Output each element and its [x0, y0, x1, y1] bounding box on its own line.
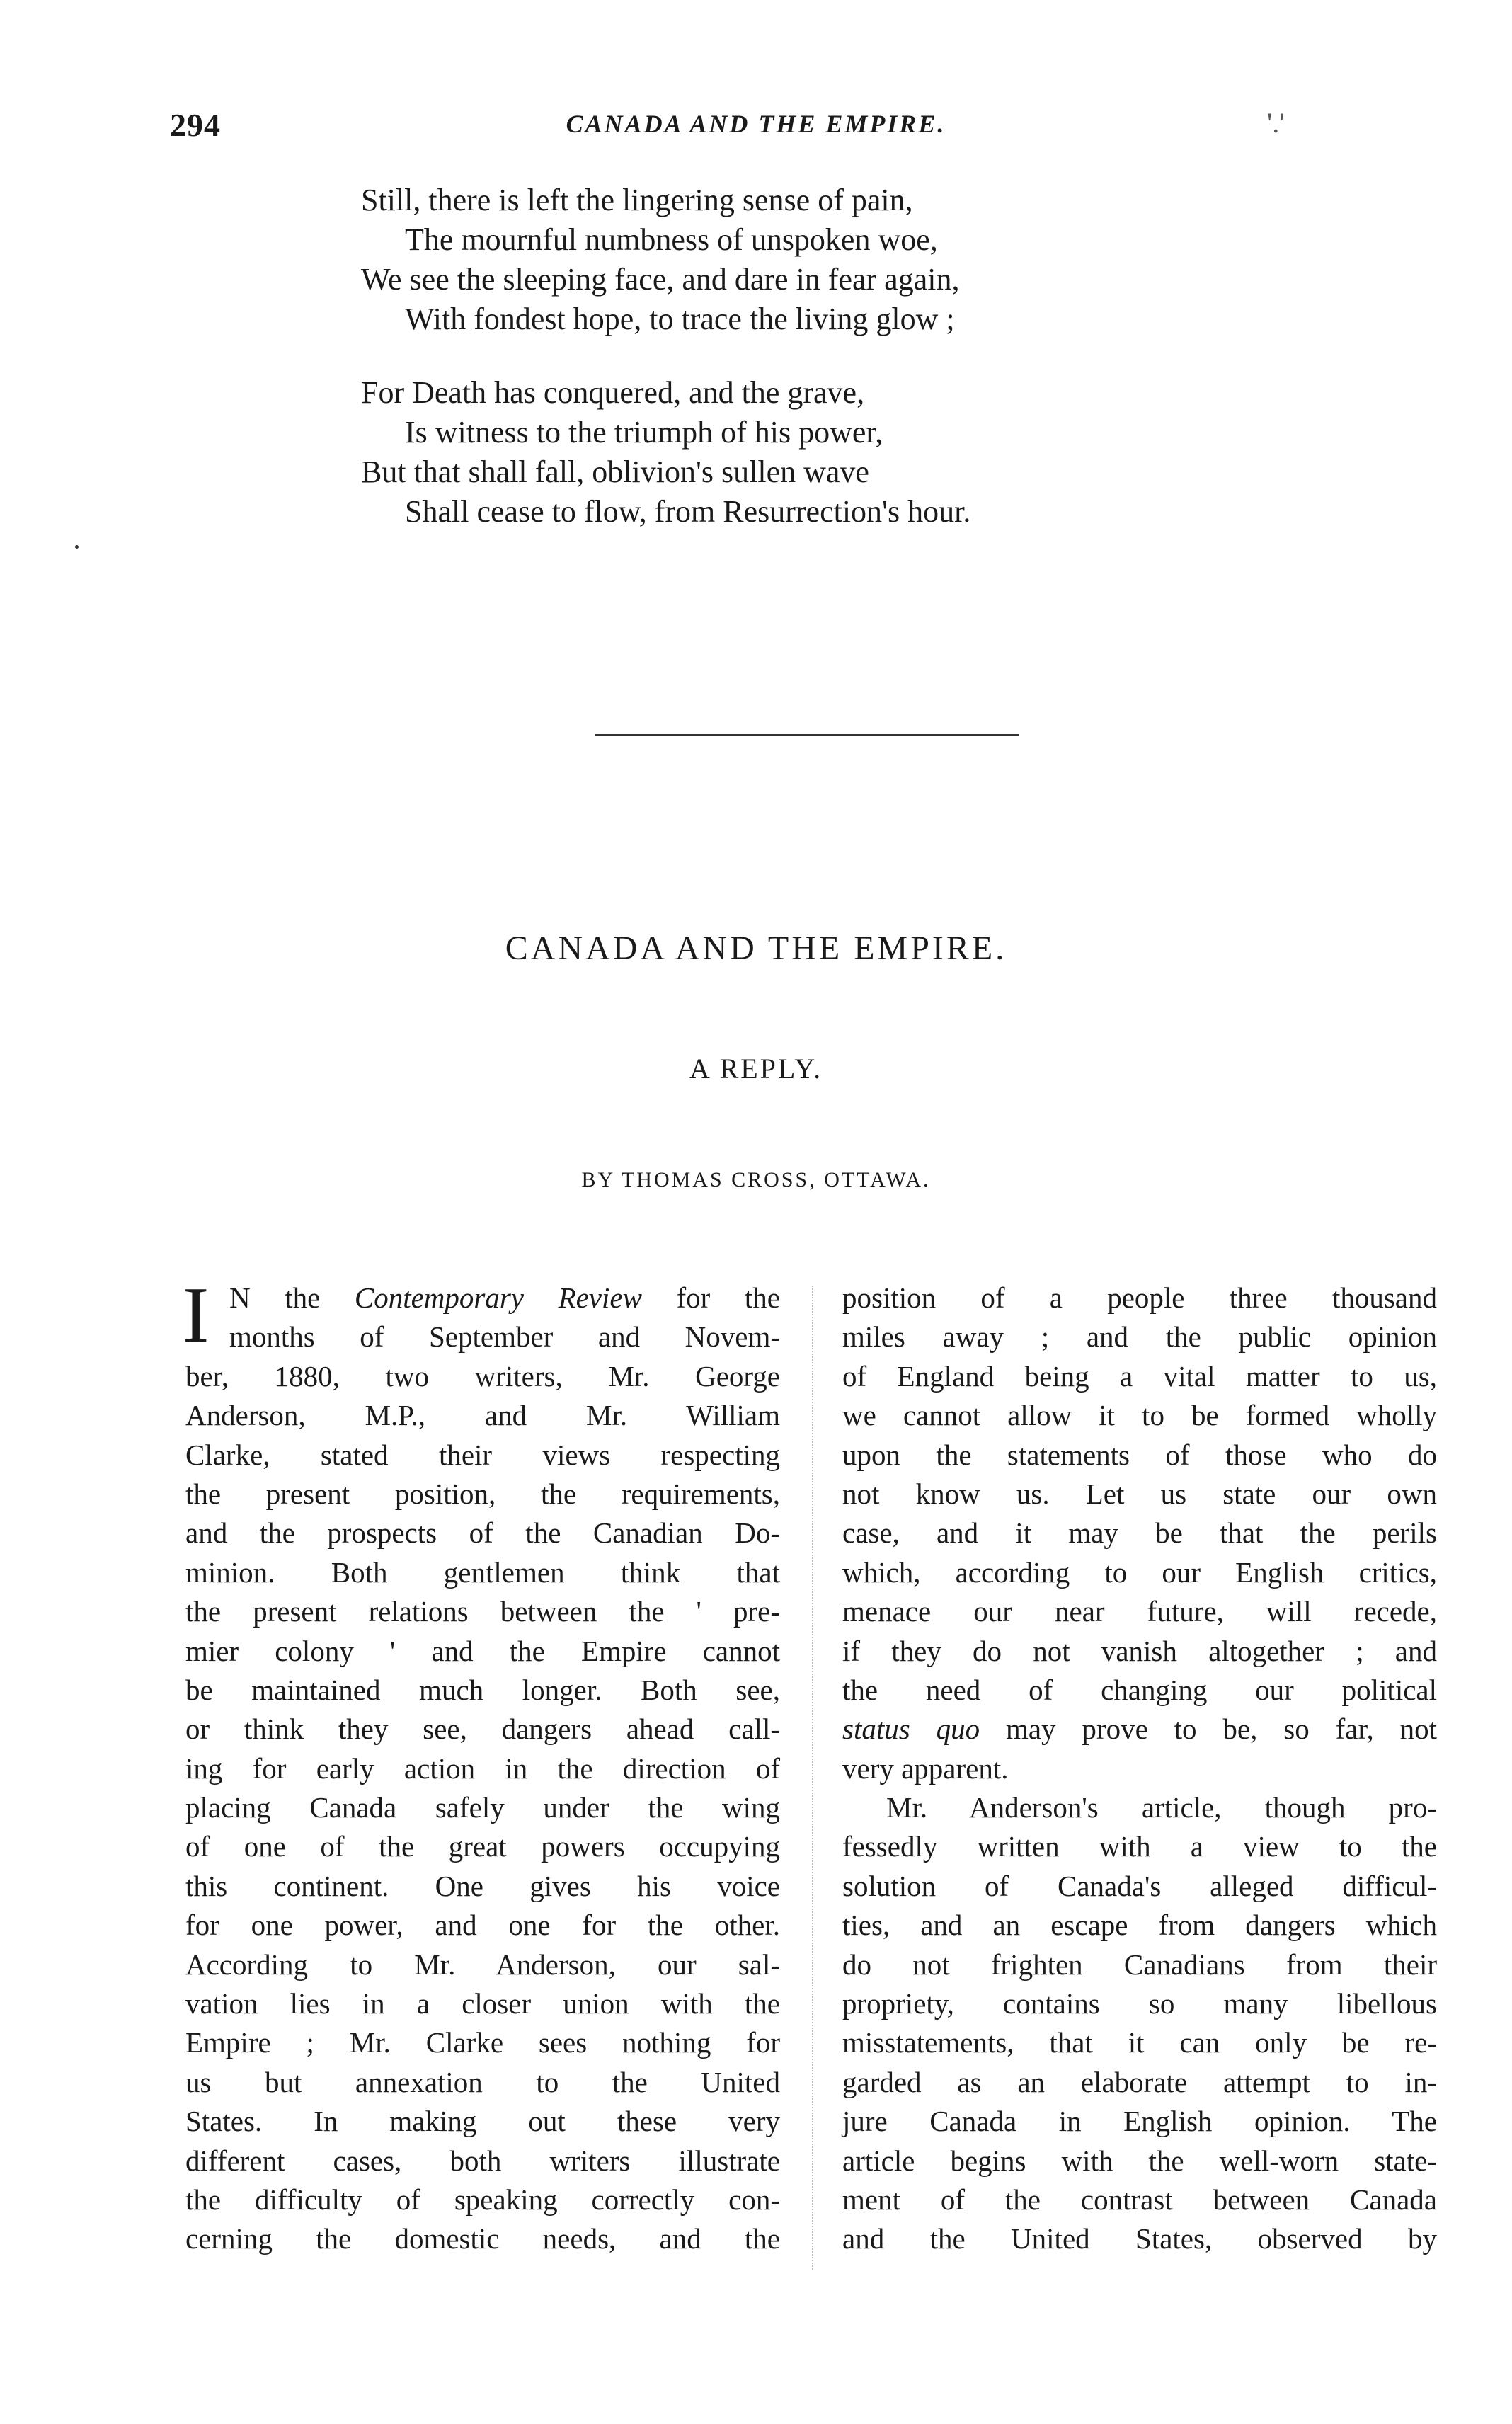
poem-line: For Death has conquered, and the grave,	[361, 375, 865, 410]
body-line: different cases, both writers illustrate	[185, 2144, 780, 2177]
body-line: we cannot allow it to be formed wholly	[842, 1399, 1437, 1432]
body-line: the present position, the requirements,	[185, 1477, 780, 1510]
first-line-post: for the	[641, 1281, 780, 1314]
body-line: article begins with the well-worn state-	[842, 2144, 1437, 2177]
poem-line: With fondest hope, to trace the living glow ;	[405, 302, 955, 336]
body-line: minion. Both gentlemen think that	[185, 1555, 780, 1589]
body-line: position of a people three thousand	[842, 1281, 1437, 1314]
body-line: vation lies in a closer union with the	[185, 1987, 780, 2020]
poem-line: But that shall fall, oblivion's sullen wave	[361, 455, 869, 489]
body-line: months of September and Novem-	[229, 1320, 780, 1354]
left-column	[183, 1271, 780, 2259]
body-line: placing Canada safely under the wing	[185, 1791, 780, 1824]
status-quo-line-rest: may prove to be, so far, not	[980, 1713, 1437, 1746]
body-line: and the prospects of the Canadian Do-	[185, 1516, 780, 1550]
section-divider	[595, 734, 1019, 736]
body-line: misstatements, that it can only be re-	[842, 2026, 1437, 2059]
running-header	[0, 106, 1512, 149]
body-line: ing for early action in the direction of	[185, 1751, 780, 1785]
body-line: of one of the great powers occupying	[185, 1830, 780, 1863]
poem-stanza-2	[361, 373, 1352, 532]
body-line: upon the statements of those who do	[842, 1438, 1437, 1471]
poem-line: Shall cease to flow, from Resurrection's hour.	[405, 494, 971, 529]
page-number: 294	[170, 107, 221, 143]
body-line: jure Canada in English opinion. The	[842, 2105, 1437, 2138]
poem-line: The mournful numbness of unspoken woe,	[405, 222, 938, 257]
article-title: CANADA AND THE EMPIRE.	[505, 930, 1007, 967]
article-subtitle: A REPLY.	[689, 1053, 823, 1085]
body-line: States. In making out these very	[185, 2105, 780, 2138]
body-line: us but annexation to the United	[185, 2065, 780, 2098]
body-line: and the United States, observed by	[842, 2222, 1437, 2256]
body-line: be maintained much longer. Both see,	[185, 1673, 780, 1706]
latin-phrase: status quo	[842, 1713, 980, 1746]
right-column	[842, 1279, 1437, 2259]
poem	[361, 181, 1352, 566]
first-line-pre: N the	[229, 1281, 355, 1314]
body-line: solution of Canada's alleged difficul-	[842, 1869, 1437, 1902]
body-line: menace our near future, will recede,	[842, 1595, 1437, 1628]
status-quo-line	[842, 1710, 1437, 1749]
body-line: Empire ; Mr. Clarke sees nothing for	[185, 2026, 780, 2059]
poem-line: We see the sleeping face, and dare in fear again,	[361, 262, 960, 297]
body-line: cerning the domestic needs, and the	[185, 2222, 780, 2256]
body-line: this continent. One gives his voice	[185, 1869, 780, 1902]
body-line: the present relations between the ' pre-	[185, 1595, 780, 1628]
poem-line: Is witness to the triumph of his power,	[405, 415, 883, 450]
body-line: of England being a vital matter to us,	[842, 1359, 1437, 1393]
column-gutter	[812, 1286, 813, 2270]
body-line: the need of changing our political	[842, 1673, 1437, 1706]
body-line: Anderson, M.P., and Mr. William	[185, 1399, 780, 1432]
body-line: miles away ; and the public opinion	[842, 1320, 1437, 1354]
corner-mark: '.'	[1267, 107, 1285, 139]
body-line: which, according to our English critics,	[842, 1555, 1437, 1589]
body-line: case, and it may be that the perils	[842, 1516, 1437, 1550]
drop-cap: I	[183, 1271, 210, 1359]
body-line: Clarke, stated their views respecting	[185, 1438, 780, 1471]
body-line: do not frighten Canadians from their	[842, 1948, 1437, 1981]
body-line: if they do not vanish altogether ; and	[842, 1634, 1437, 1667]
paragraph-end-line: very apparent.	[842, 1751, 1009, 1785]
body-line: Mr. Anderson's article, though pro-	[886, 1791, 1437, 1824]
body-line: or think they see, dangers ahead call-	[185, 1713, 780, 1746]
poem-stanza-1	[361, 181, 1352, 339]
margin-speck	[75, 545, 79, 549]
body-line: the difficulty of speaking correctly con-	[185, 2183, 780, 2216]
body-line: for one power, and one for the other.	[185, 1909, 780, 1942]
poem-line: Still, there is left the lingering sense of pain,	[361, 183, 913, 217]
body-line: ment of the contrast between Canada	[842, 2183, 1437, 2216]
article-byline: BY THOMAS CROSS, OTTAWA.	[581, 1168, 931, 1191]
body-line: mier colony ' and the Empire cannot	[185, 1634, 780, 1667]
body-line: garded as an elaborate attempt to in-	[842, 2065, 1437, 2098]
body-line: not know us. Let us state our own	[842, 1477, 1437, 1510]
body-line: ber, 1880, two writers, Mr. George	[185, 1359, 780, 1393]
body-line: propriety, contains so many libellous	[842, 1987, 1437, 2020]
body-line: fessedly written with a view to the	[842, 1830, 1437, 1863]
body-line: ties, and an escape from dangers which	[842, 1909, 1437, 1942]
running-title: CANADA AND THE EMPIRE.	[566, 110, 946, 138]
journal-title: Contemporary Review	[354, 1281, 642, 1314]
body-line: According to Mr. Anderson, our sal-	[185, 1948, 780, 1981]
